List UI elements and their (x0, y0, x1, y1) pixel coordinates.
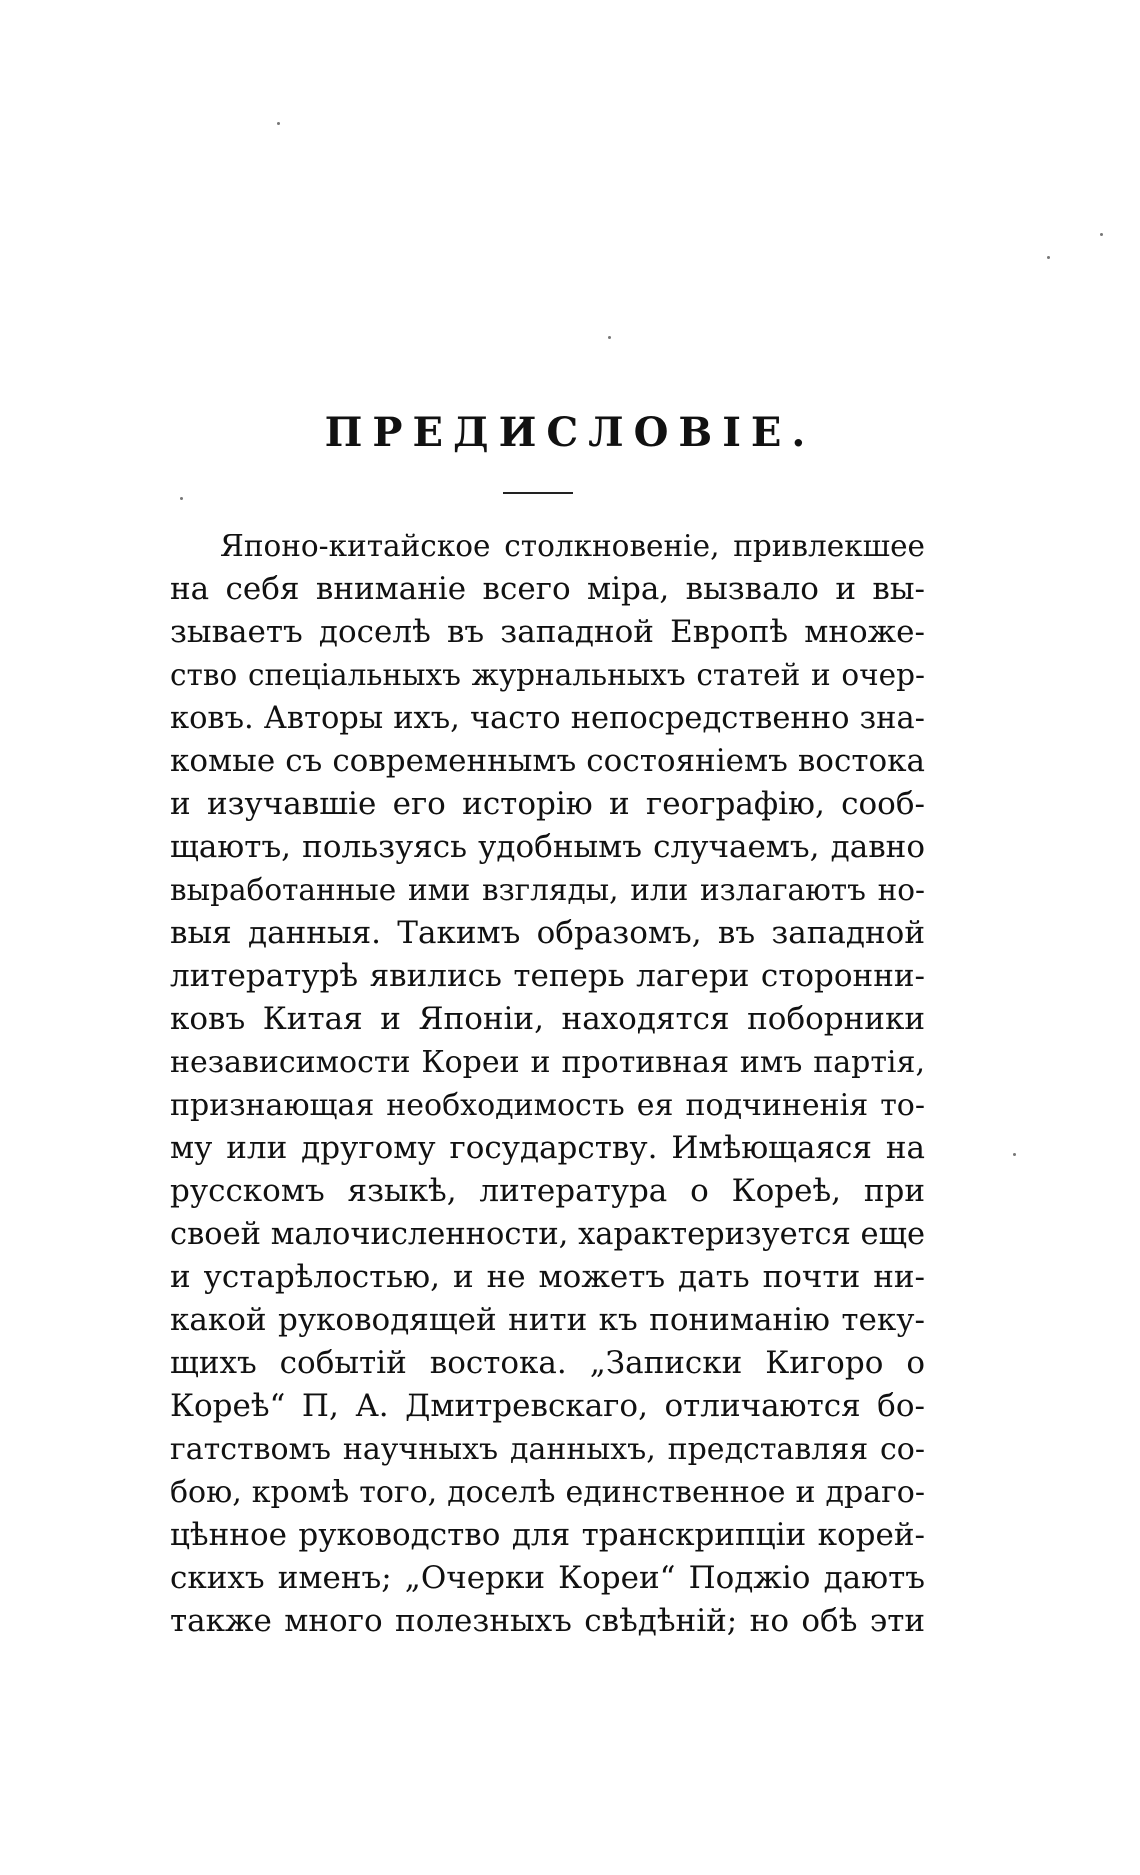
text-line: щихъ событій востока. „Записки Кигоро о (170, 1345, 925, 1381)
print-speck (608, 336, 611, 339)
text-line: ство спеціальныхъ журнальныхъ статей и очер- (170, 658, 925, 692)
text-line: ковъ. Авторы ихъ, часто непосредственно зна- (170, 701, 925, 736)
text-line: Японо-китайское столкновеніе, привлекшее (220, 529, 925, 563)
text-line: щаютъ, пользуясь удобнымъ случаемъ, давно (170, 829, 925, 865)
text-line: независимости Кореи и противная имъ партія, (170, 1045, 925, 1080)
text-line: признающая необходимость ея подчиненія то- (170, 1088, 925, 1123)
text-line: русскомъ языкѣ, литература о Кореѣ, при (170, 1173, 925, 1209)
text-line: литературѣ явились теперь лагери сторонни- (170, 958, 925, 994)
text-line: му или другому государству. Имѣющаяся на (170, 1130, 925, 1166)
text-line: и изучавшіе его исторію и географію, сооб- (170, 786, 925, 822)
text-line: какой руководящей нити къ пониманію теку- (170, 1302, 925, 1338)
text-line: также много полезныхъ свѣдѣній; но обѣ эти (170, 1603, 925, 1639)
title-divider (503, 492, 573, 494)
text-line: выя данныя. Такимъ образомъ, въ западной (170, 915, 925, 951)
text-line: гатствомъ научныхъ данныхъ, представляя со- (170, 1432, 925, 1467)
print-speck (277, 122, 280, 125)
text-line: выработанные ими взгляды, или излагаютъ но- (170, 873, 925, 907)
print-speck (1013, 1153, 1016, 1156)
print-speck (1047, 256, 1050, 259)
text-line: ковъ Китая и Японіи, находятся поборники (170, 1001, 925, 1037)
print-speck (1100, 233, 1103, 236)
text-line: скихъ именъ; „Очерки Кореи“ Поджіо даютъ (170, 1560, 925, 1596)
text-line: Кореѣ“ П, А. Дмитревскаго, отличаются бо- (170, 1388, 925, 1424)
text-line: комые съ современнымъ состояніемъ востока (170, 743, 925, 779)
text-line: бою, кромѣ того, доселѣ единственное и драго- (170, 1475, 925, 1510)
body-paragraph (170, 525, 925, 1643)
text-line: зываетъ доселѣ въ западной Европѣ множе- (170, 614, 925, 650)
page-title: ПРЕДИСЛОВІЕ. (324, 409, 816, 456)
text-line: своей малочисленности, характеризуется еще (170, 1217, 925, 1252)
text-line: цѣнное руководство для транскрипціи корей- (170, 1517, 925, 1553)
text-line: и устарѣлостью, и не можетъ дать почти ни- (170, 1259, 925, 1295)
text-line: на себя вниманіе всего міра, вызвало и вы- (170, 571, 925, 607)
print-speck (180, 497, 183, 500)
